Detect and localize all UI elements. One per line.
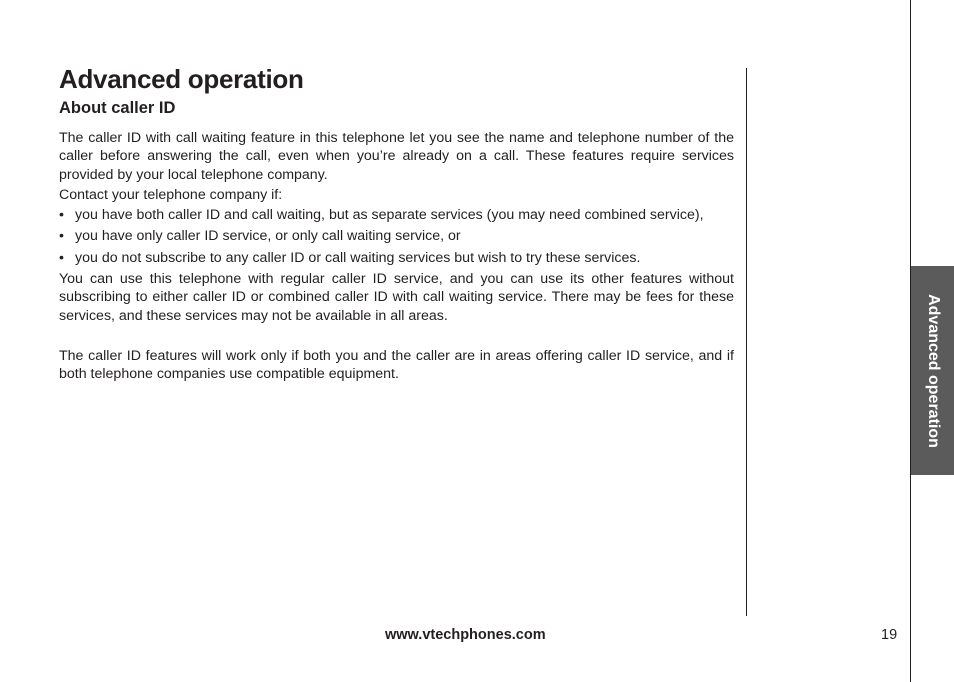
list-item [59, 249, 734, 267]
column-divider [746, 68, 747, 616]
requirements-paragraph: The caller ID features will work only if both you and the caller are in areas offering caller ID service, and if both telephone companies use compatible equipment. [59, 347, 734, 383]
intro-paragraph: The caller ID with call waiting feature in this telephone let you see the name and telephone number of the caller before answering the call, even when you’re already on a call. These features require services provided by your local telephone company. [59, 130, 734, 183]
list-item-text: you have both caller ID and call waiting, but as separate services (you may need combined service), [75, 207, 704, 224]
body-content [59, 129, 734, 384]
section-side-tab [911, 266, 954, 475]
conditions-list [59, 206, 734, 267]
list-item [59, 227, 734, 245]
bullet-icon: • [59, 249, 64, 266]
bullet-icon: • [59, 228, 64, 245]
section-heading: About caller ID [59, 99, 176, 117]
footer-url: www.vtechphones.com [385, 627, 546, 643]
bullet-icon: • [59, 207, 64, 224]
contact-paragraph: Contact your telephone company if: [59, 186, 283, 203]
usage-paragraph: You can use this telephone with regular caller ID service, and you can use its other features without subscribing to either caller ID or combined caller ID with call waiting service. There may be fees for these services, and these services may not be available in all areas. [59, 271, 734, 324]
list-item-text: you have only caller ID service, or only call waiting service, or [75, 228, 461, 245]
side-tab-label: Advanced operation [924, 293, 942, 448]
page-title: Advanced operation [59, 64, 304, 94]
page-number: 19 [881, 627, 898, 643]
list-item-text: you do not subscribe to any caller ID or call waiting services but wish to try these services. [75, 249, 641, 266]
list-item [59, 206, 734, 224]
